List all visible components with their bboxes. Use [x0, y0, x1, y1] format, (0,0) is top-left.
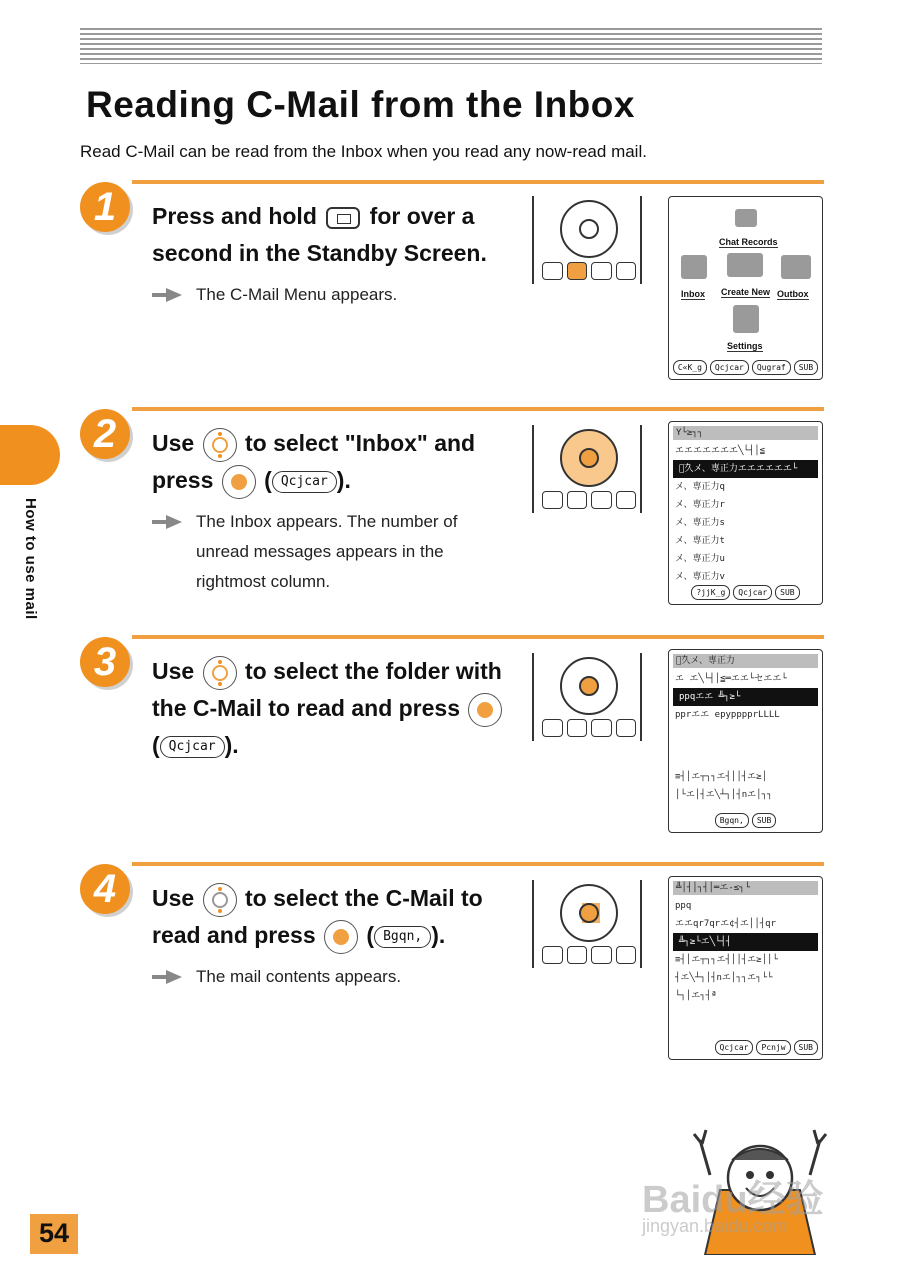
phone-screen-mail: [668, 876, 823, 1060]
instruction-text: to select the C-Mail to read and press: [152, 885, 483, 948]
softkey-bar: [673, 360, 818, 375]
arrow-icon: [152, 970, 182, 984]
phone-screen-menu: [668, 196, 823, 380]
list-item: メ、専正力t: [675, 536, 725, 546]
mail-line-selected: ╩┐≥└エ╲└┤┤: [673, 933, 818, 951]
step-3: [80, 635, 824, 835]
step-4: [80, 862, 824, 1062]
arrow-icon: [152, 515, 182, 529]
softkey: SUB: [794, 1040, 818, 1055]
key-row: [542, 491, 636, 509]
page-number: 54: [38, 1218, 70, 1248]
chat-records-icon: [735, 209, 757, 227]
softkey: SUB: [794, 360, 818, 375]
keypad-illustration: [532, 653, 642, 741]
list-item-selected: ppqエエ ╩┐≥└: [673, 688, 818, 706]
softkey: SUB: [752, 813, 776, 828]
instruction-text: Use: [152, 658, 195, 684]
softkey-bar: [673, 1040, 818, 1055]
side-tab-marker: [0, 425, 60, 485]
list-item: pprエエ epypppprLLLL: [675, 710, 780, 720]
note-text: The Inbox appears. The number of unread messages appears in the rightmost column.: [196, 512, 458, 591]
menu-item-create-new: Create New: [721, 287, 771, 297]
softkey: Qcjcar: [715, 1040, 754, 1055]
softkey: C«K_g: [673, 360, 707, 375]
list-item: エエエエエエエ╲└┤│≦: [675, 446, 766, 456]
instruction-text: Press and hold: [152, 203, 317, 229]
softkey: Qcjcar: [733, 585, 772, 600]
step-rule: [132, 862, 824, 866]
softkey-label: Bgqn,: [374, 926, 431, 948]
mail-key-icon: [326, 207, 360, 229]
softkey: Qugraf: [752, 360, 791, 375]
softkey-bar: [673, 813, 818, 828]
body-text: │└エ│┤エ╲┴┐│┤nエ│┐┐: [675, 790, 773, 800]
mail-line: ┤エ╲┴┐│┤nエ│┐┐エ┐└└: [675, 973, 773, 983]
keypad-illustration: [532, 425, 642, 513]
center-key-icon: [579, 676, 599, 696]
key-row: [542, 262, 636, 280]
watermark-url: jingyan.baidu.com: [642, 1216, 788, 1236]
step-number: 1: [80, 182, 130, 232]
note-text: The C-Mail Menu appears.: [196, 285, 398, 304]
menu-item-inbox: Inbox: [681, 289, 705, 299]
mail-line: ≡┤│エ┬┐┐エ┤││┤エ≥││└: [675, 955, 778, 965]
step-rule: [132, 180, 824, 184]
screen-header: ╩│┤│┐┤│═エ-≤┐└: [673, 881, 818, 895]
instruction-text: for over a second in the Standby Screen.: [152, 203, 487, 266]
inbox-mailbox-icon: [681, 255, 707, 279]
phone-screen-folder: [668, 649, 823, 833]
mail-from-line: ppq: [675, 901, 692, 911]
step-instruction: [152, 425, 512, 499]
instruction-text: (: [366, 922, 375, 948]
header-rule-lines: [80, 28, 822, 64]
note-text: The mail contents appears.: [196, 967, 402, 986]
nav-key-circle: [560, 429, 618, 487]
center-key-icon: [324, 920, 358, 954]
step-result-note: [152, 280, 512, 310]
list-item: メ、専正力s: [675, 518, 725, 528]
settings-icon: [733, 305, 759, 333]
list-item: メ、専正力r: [675, 500, 725, 510]
step-instruction: [152, 198, 512, 272]
body-text: ≡┤│エ┬┐┐エ┤││┤エ≥│: [675, 772, 768, 782]
nav-key-icon: [203, 428, 237, 462]
menu-item-outbox: Outbox: [777, 289, 809, 299]
instruction-text: Use: [152, 430, 195, 456]
step-number: 3: [80, 637, 130, 687]
list-item: メ、専正力v: [675, 572, 725, 582]
step-instruction: [152, 880, 512, 954]
step-number: 4: [80, 864, 130, 914]
softkey: SUB: [775, 585, 799, 600]
step-result-note: [152, 507, 512, 597]
nav-key-circle: [560, 200, 618, 258]
phone-screen-inbox: [668, 421, 823, 605]
key-row: [542, 946, 636, 964]
arrow-icon: [152, 288, 182, 302]
mail-line: エエqr7qrエ¢┤エ││┤qr: [675, 919, 777, 929]
list-item: メ、専正力u: [675, 554, 725, 564]
screen-header: 三̅久メ、専正力: [673, 654, 818, 668]
step-rule: [132, 407, 824, 411]
softkey: Pcnjw: [756, 1040, 790, 1055]
page-title: Reading C-Mail from the Inbox: [86, 84, 635, 125]
mail-line: └┐│エ┐┤ª: [675, 991, 717, 1001]
key-row: [542, 719, 636, 737]
step-instruction: [152, 653, 512, 764]
nav-key-icon: [203, 883, 237, 917]
center-key-icon: [468, 693, 502, 727]
outbox-icon: [781, 255, 811, 279]
center-key-icon: [222, 465, 256, 499]
softkey: Qcjcar: [710, 360, 749, 375]
watermark-logo: Baidu经验: [642, 1179, 824, 1221]
softkey-bar: [673, 585, 818, 600]
instruction-text: ).: [431, 922, 446, 948]
nav-key-circle: [560, 884, 618, 942]
instruction-text: to select "Inbox" and press: [152, 430, 476, 493]
page-subtitle: Read C-Mail can be read from the Inbox when you read any now-read mail.: [80, 142, 647, 161]
softkey-label: Qcjcar: [160, 736, 225, 758]
list-item: エ エ╲└┤│≦═エエ└セエエ└: [675, 674, 787, 684]
step-2: [80, 407, 824, 607]
list-item: メ、専正力q: [675, 482, 725, 492]
center-key-icon: [579, 903, 599, 923]
keypad-illustration: [532, 880, 642, 968]
nav-key-circle: [560, 657, 618, 715]
create-new-icon: [727, 253, 763, 277]
instruction-text: (: [264, 467, 272, 493]
instruction-text: (: [152, 732, 160, 758]
list-item-selected: 三̅久メ、専正力エエエエエエ└: [673, 460, 818, 478]
screen-header: Y└≥┐┐: [673, 426, 818, 440]
instruction-text: to select the folder with the C-Mail to read and press: [152, 658, 502, 721]
instruction-text: ).: [224, 732, 239, 758]
menu-item-chat-records: Chat Records: [719, 237, 778, 247]
step-rule: [132, 635, 824, 639]
side-section-label: How to use mail: [22, 498, 39, 620]
nav-key-icon: [203, 656, 237, 690]
softkey: ?jjK_g: [691, 585, 730, 600]
softkey: Bgqn,: [715, 813, 749, 828]
center-key-icon: [579, 448, 599, 468]
step-result-note: [152, 962, 512, 992]
softkey-label: Qcjcar: [272, 471, 337, 493]
keypad-illustration: [532, 196, 642, 284]
menu-item-settings: Settings: [727, 341, 763, 351]
instruction-text: ).: [336, 467, 351, 493]
instruction-text: Use: [152, 885, 195, 911]
step-1: [80, 180, 824, 380]
step-number: 2: [80, 409, 130, 459]
center-key-icon: [579, 219, 599, 239]
